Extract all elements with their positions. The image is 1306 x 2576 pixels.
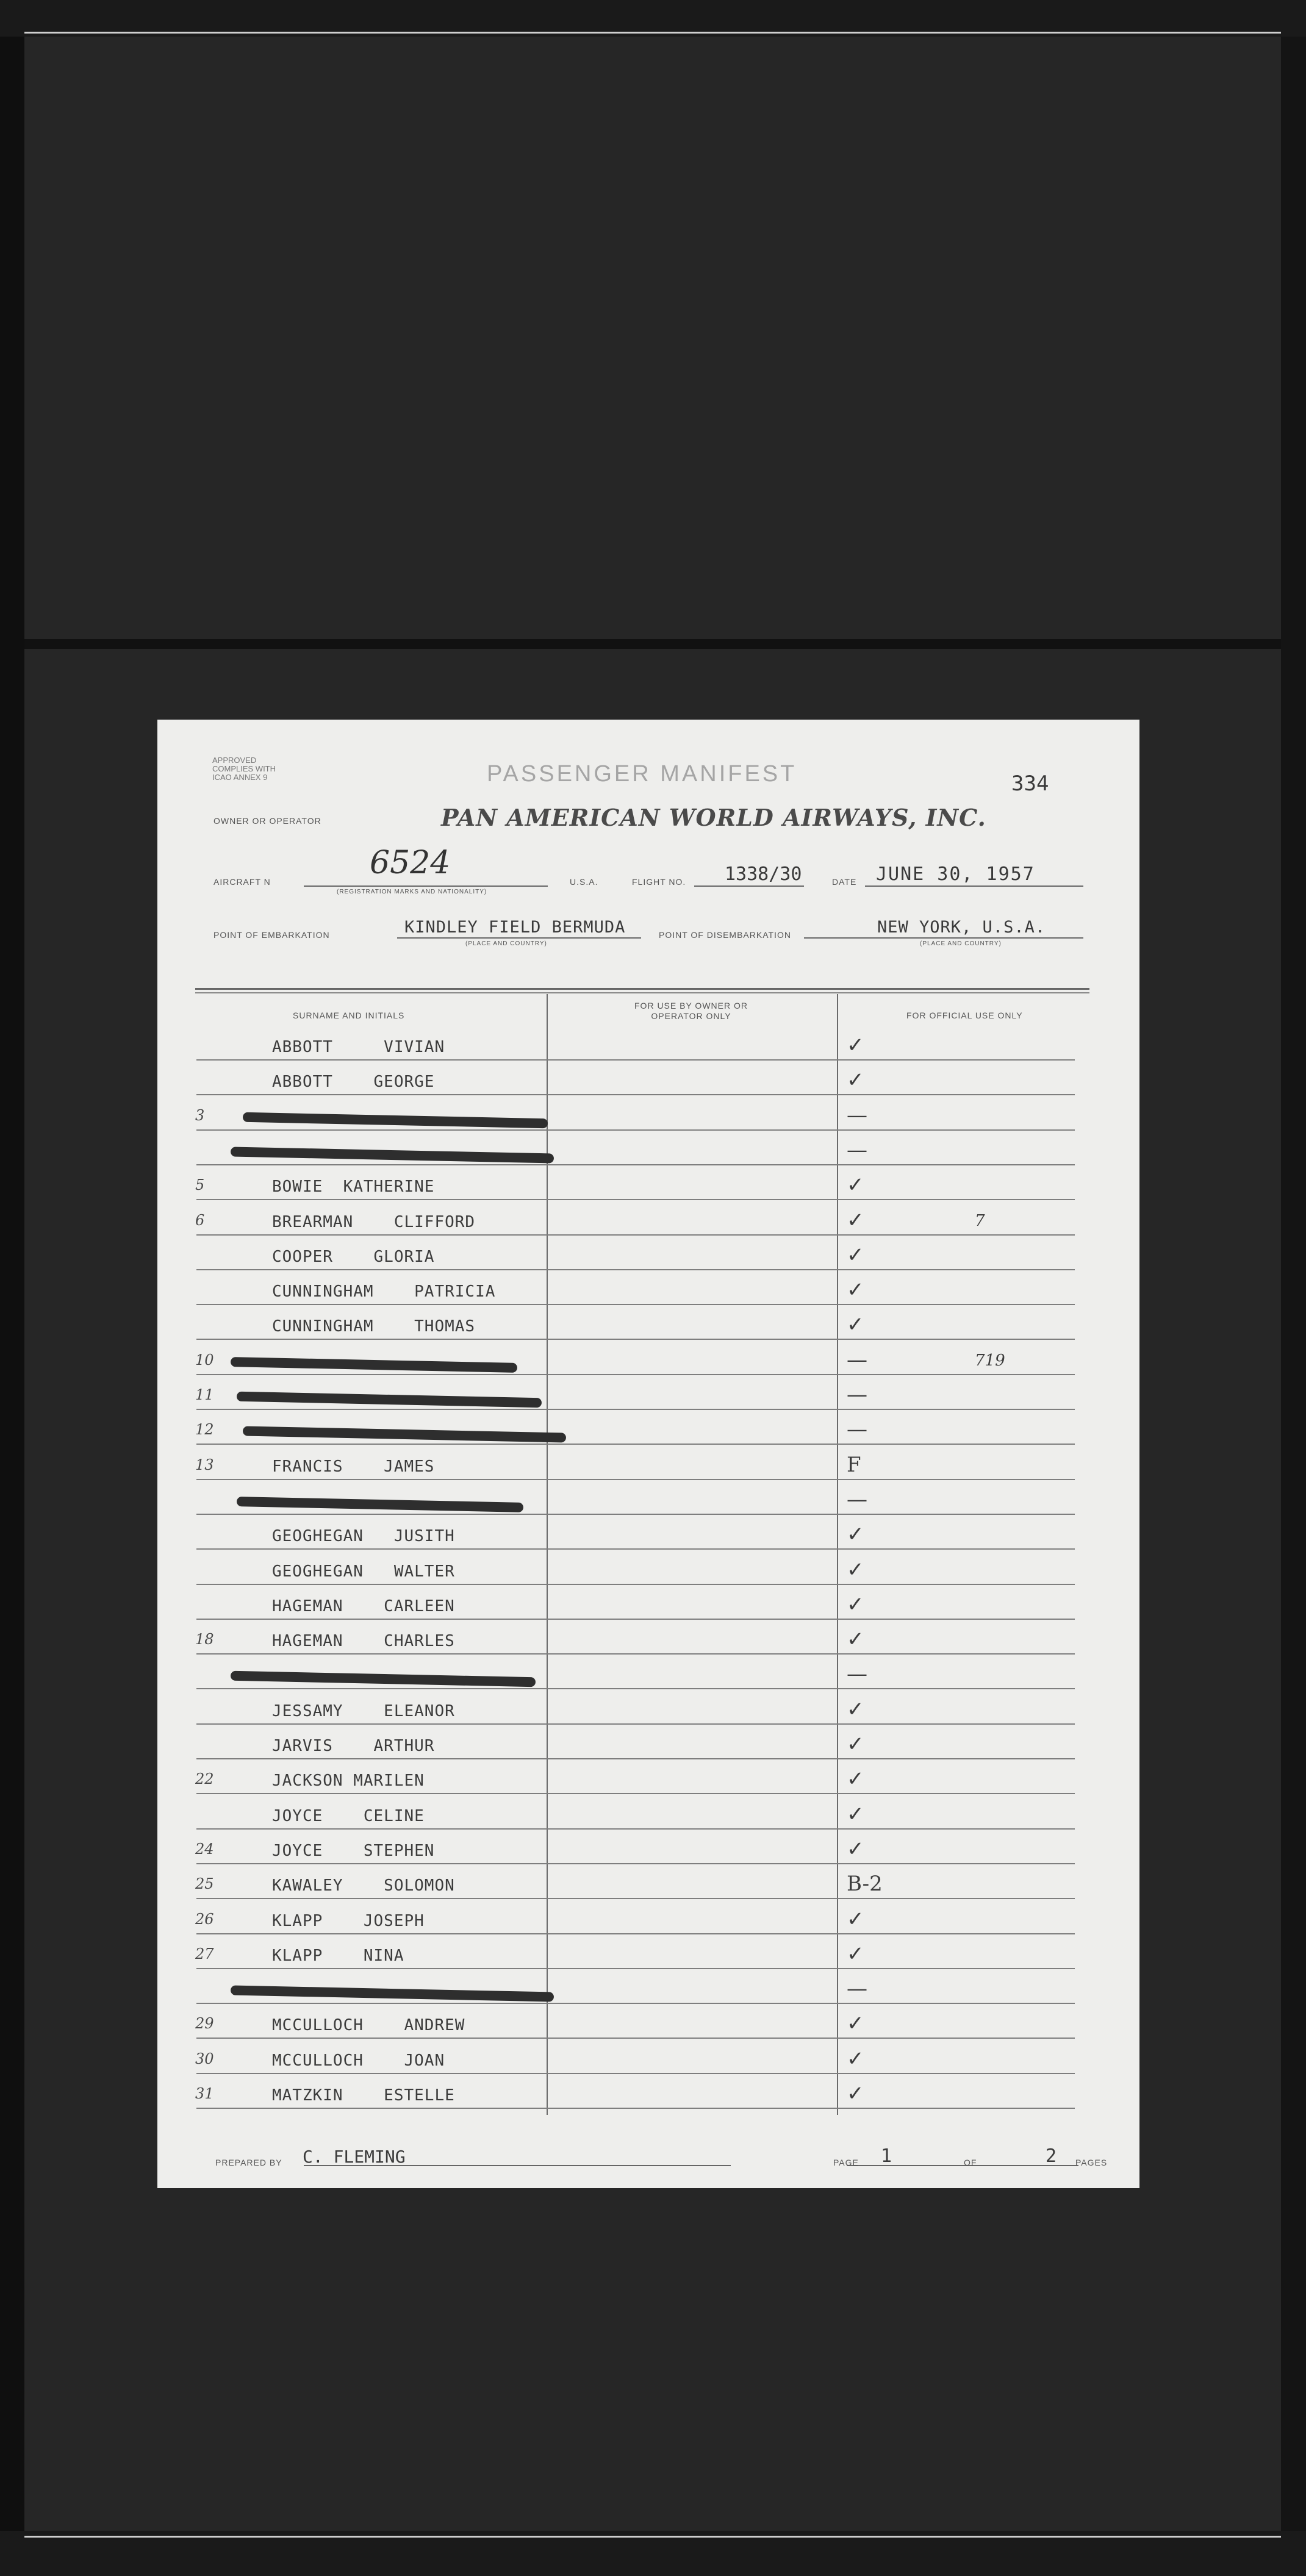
- official-check-mark: ✓: [847, 1522, 864, 1547]
- passenger-name: HAGEMAN CARLEEN: [272, 1597, 455, 1615]
- official-note: 719: [975, 1351, 1005, 1370]
- row-rule: [196, 1548, 1075, 1550]
- passenger-name: JACKSON MARILEN: [272, 1772, 425, 1791]
- pages-label: PAGES: [1075, 2158, 1108, 2167]
- film-bottom-line: [24, 2536, 1281, 2538]
- owner-label: OWNER OR OPERATOR: [213, 816, 321, 826]
- prepared-by-value: C. FLEMING: [303, 2147, 406, 2167]
- row-number: 22: [195, 1770, 214, 1788]
- row-number: 25: [195, 1875, 214, 1893]
- official-check-mark: B-2: [847, 1872, 883, 1897]
- manifest-sheet: [157, 720, 1139, 2188]
- passenger-name: COOPER GLORIA: [272, 1247, 435, 1266]
- header-rule-secondary: [195, 992, 1089, 993]
- redaction-strike: [231, 1147, 554, 1163]
- passenger-name: KLAPP JOSEPH: [272, 1911, 425, 1930]
- row-rule: [196, 1164, 1075, 1165]
- official-check-mark: ✓: [847, 1627, 864, 1652]
- official-check-mark: ✓: [847, 1592, 864, 1617]
- row-rule: [196, 1304, 1075, 1305]
- row-rule: [196, 1234, 1075, 1236]
- passenger-name: JOYCE STEPHEN: [272, 1841, 435, 1860]
- disembarkation-label: POINT OF DISEMBARKATION: [659, 930, 791, 940]
- column-divider-2: [837, 994, 838, 2115]
- official-check-mark: ✓: [847, 1941, 864, 1966]
- passenger-name: CUNNINGHAM PATRICIA: [272, 1283, 496, 1301]
- film-edge-right: [1281, 0, 1306, 2576]
- row-rule: [196, 1653, 1075, 1655]
- film-bottom-band: [0, 2531, 1306, 2576]
- row-rule: [196, 2038, 1075, 2039]
- row-rule: [196, 2003, 1075, 2004]
- embarkation-value: KINDLEY FIELD BERMUDA: [404, 918, 626, 937]
- flight-value: 1338/30: [725, 864, 802, 885]
- flight-label: FLIGHT NO.: [632, 877, 686, 887]
- disembarkation-line: [804, 937, 1083, 939]
- row-number: 10: [195, 1351, 214, 1368]
- row-rule: [196, 2073, 1075, 2074]
- column-header-surname: SURNAME AND INITIALS: [293, 1011, 405, 1020]
- official-check-mark: ✓: [847, 1033, 864, 1057]
- row-rule: [196, 1688, 1075, 1689]
- redaction-strike: [237, 1392, 542, 1408]
- row-number: 18: [195, 1631, 214, 1648]
- passenger-name: JESSAMY ELEANOR: [272, 1701, 455, 1720]
- passenger-name: ABBOTT GEORGE: [272, 1073, 435, 1092]
- row-rule: [196, 1339, 1075, 1340]
- official-check-mark: ✓: [847, 1801, 864, 1826]
- aircraft-value: 6524: [370, 845, 451, 881]
- row-rule: [196, 1619, 1075, 1620]
- row-number: 27: [195, 1945, 214, 1962]
- official-check-mark: ✓: [847, 1767, 864, 1792]
- row-rule: [196, 1968, 1075, 1969]
- date-line: [865, 886, 1083, 887]
- total-pages: 2: [1046, 2145, 1057, 2167]
- film-top-band: [0, 0, 1306, 37]
- row-number: 30: [195, 2050, 214, 2067]
- passenger-name: MATZKIN ESTELLE: [272, 2086, 455, 2105]
- official-check-mark: ✓: [847, 1312, 864, 1337]
- official-check-mark: —: [847, 1977, 867, 2002]
- official-check-mark: ✓: [847, 1557, 864, 1582]
- passenger-name: CUNNINGHAM THOMAS: [272, 1317, 476, 1336]
- row-rule: [196, 1059, 1075, 1061]
- aircraft-line: [304, 886, 548, 887]
- aircraft-label: AIRCRAFT N: [213, 877, 271, 887]
- official-check-mark: ✓: [847, 1697, 864, 1722]
- passenger-name: FRANCIS JAMES: [272, 1457, 435, 1476]
- passenger-name: KLAPP NINA: [272, 1946, 404, 1965]
- page-number: 1: [881, 2145, 892, 2167]
- passenger-name: MCCULLOCH ANDREW: [272, 2016, 465, 2035]
- official-check-mark: —: [847, 1417, 867, 1442]
- official-note: 7: [975, 1211, 985, 1230]
- row-rule: [196, 1828, 1075, 1830]
- redaction-strike: [243, 1426, 566, 1443]
- passenger-name: GEOGHEGAN WALTER: [272, 1562, 455, 1581]
- row-rule: [196, 2108, 1075, 2109]
- row-number: 11: [195, 1386, 214, 1403]
- row-number: 31: [195, 2085, 214, 2102]
- official-check-mark: ✓: [847, 1068, 864, 1093]
- row-number: 29: [195, 2015, 214, 2033]
- row-number: 6: [195, 1211, 205, 1229]
- usa-label: U.S.A.: [570, 877, 598, 887]
- row-rule: [196, 1584, 1075, 1585]
- embarkation-label: POINT OF EMBARKATION: [213, 930, 330, 940]
- page-label: PAGE: [833, 2158, 859, 2167]
- row-rule: [196, 1444, 1075, 1445]
- official-check-mark: ✓: [847, 1278, 864, 1303]
- row-rule: [196, 1793, 1075, 1794]
- page-id: 334: [1011, 771, 1049, 796]
- official-check-mark: ✓: [847, 2046, 864, 2071]
- passenger-name: BOWIE KATHERINE: [272, 1178, 435, 1197]
- passenger-name: GEOGHEGAN JUSITH: [272, 1527, 455, 1546]
- date-label: DATE: [832, 877, 857, 887]
- of-label: OF: [964, 2158, 977, 2167]
- manifest-title: PASSENGER MANIFEST: [487, 761, 797, 787]
- embarkation-line: [397, 937, 641, 939]
- disembarkation-value: NEW YORK, U.S.A.: [877, 918, 1046, 937]
- official-check-mark: ✓: [847, 2011, 864, 2036]
- official-check-mark: —: [847, 1487, 867, 1512]
- passenger-name: JOYCE CELINE: [272, 1806, 425, 1825]
- column-header-owner-use: FOR USE BY OWNER OR OPERATOR ONLY: [634, 1001, 748, 1021]
- flight-line: [694, 886, 804, 887]
- film-edge-left: [0, 0, 24, 2576]
- row-rule: [196, 1269, 1075, 1270]
- row-rule: [196, 1898, 1075, 1899]
- passenger-name: HAGEMAN CHARLES: [272, 1632, 455, 1651]
- row-number: 3: [195, 1106, 205, 1124]
- row-rule: [196, 1863, 1075, 1864]
- row-rule: [196, 1723, 1075, 1725]
- official-check-mark: ✓: [847, 1208, 864, 1233]
- row-number: 13: [195, 1456, 214, 1473]
- official-check-mark: ✓: [847, 1836, 864, 1861]
- redaction-strike: [237, 1497, 523, 1512]
- redaction-strike: [231, 1357, 517, 1373]
- redaction-strike: [243, 1112, 548, 1128]
- official-check-mark: —: [847, 1383, 867, 1407]
- official-check-mark: ✓: [847, 1173, 864, 1198]
- aircraft-sublabel: (REGISTRATION MARKS AND NATIONALITY): [337, 889, 487, 895]
- prepared-by-label: PREPARED BY: [215, 2158, 282, 2167]
- header-rule: [195, 988, 1089, 990]
- row-rule: [196, 1199, 1075, 1200]
- row-rule: [196, 1409, 1075, 1410]
- row-rule: [196, 1514, 1075, 1515]
- redaction-strike: [231, 1986, 554, 2002]
- column-header-official-use: FOR OFFICIAL USE ONLY: [906, 1011, 1023, 1020]
- passenger-name: BREARMAN CLIFFORD: [272, 1212, 476, 1231]
- passenger-name: JARVIS ARTHUR: [272, 1737, 435, 1755]
- official-check-mark: —: [847, 1103, 867, 1128]
- airline-name: PAN AMERICAN WORLD AIRWAYS, INC.: [441, 804, 986, 831]
- official-check-mark: ✓: [847, 2081, 864, 2106]
- row-number: 5: [195, 1176, 205, 1194]
- row-rule: [196, 1094, 1075, 1095]
- passenger-name: ABBOTT VIVIAN: [272, 1038, 445, 1056]
- embarkation-sublabel: (PLACE AND COUNTRY): [465, 940, 547, 947]
- official-check-mark: —: [847, 1662, 867, 1687]
- official-check-mark: —: [847, 1137, 867, 1162]
- row-number: 24: [195, 1840, 214, 1858]
- row-rule: [196, 1479, 1075, 1480]
- passenger-name: KAWALEY SOLOMON: [272, 1877, 455, 1895]
- official-check-mark: —: [847, 1347, 867, 1372]
- approved-note: APPROVED COMPLIES WITH ICAO ANNEX 9: [212, 756, 276, 782]
- row-number: 26: [195, 1910, 214, 1928]
- row-rule: [196, 1374, 1075, 1375]
- row-rule: [196, 1933, 1075, 1934]
- film-top-line: [24, 32, 1281, 34]
- official-check-mark: ✓: [847, 1732, 864, 1756]
- disembarkation-sublabel: (PLACE AND COUNTRY): [920, 940, 1002, 947]
- passenger-name: MCCULLOCH JOAN: [272, 2051, 445, 2070]
- film-seam: [24, 639, 1281, 649]
- row-number: 12: [195, 1421, 214, 1439]
- row-rule: [196, 1758, 1075, 1759]
- official-check-mark: ✓: [847, 1906, 864, 1931]
- row-rule: [196, 1129, 1075, 1131]
- official-check-mark: F: [847, 1452, 861, 1477]
- date-value: JUNE 30, 1957: [876, 864, 1035, 885]
- official-check-mark: ✓: [847, 1242, 864, 1267]
- redaction-strike: [231, 1671, 536, 1687]
